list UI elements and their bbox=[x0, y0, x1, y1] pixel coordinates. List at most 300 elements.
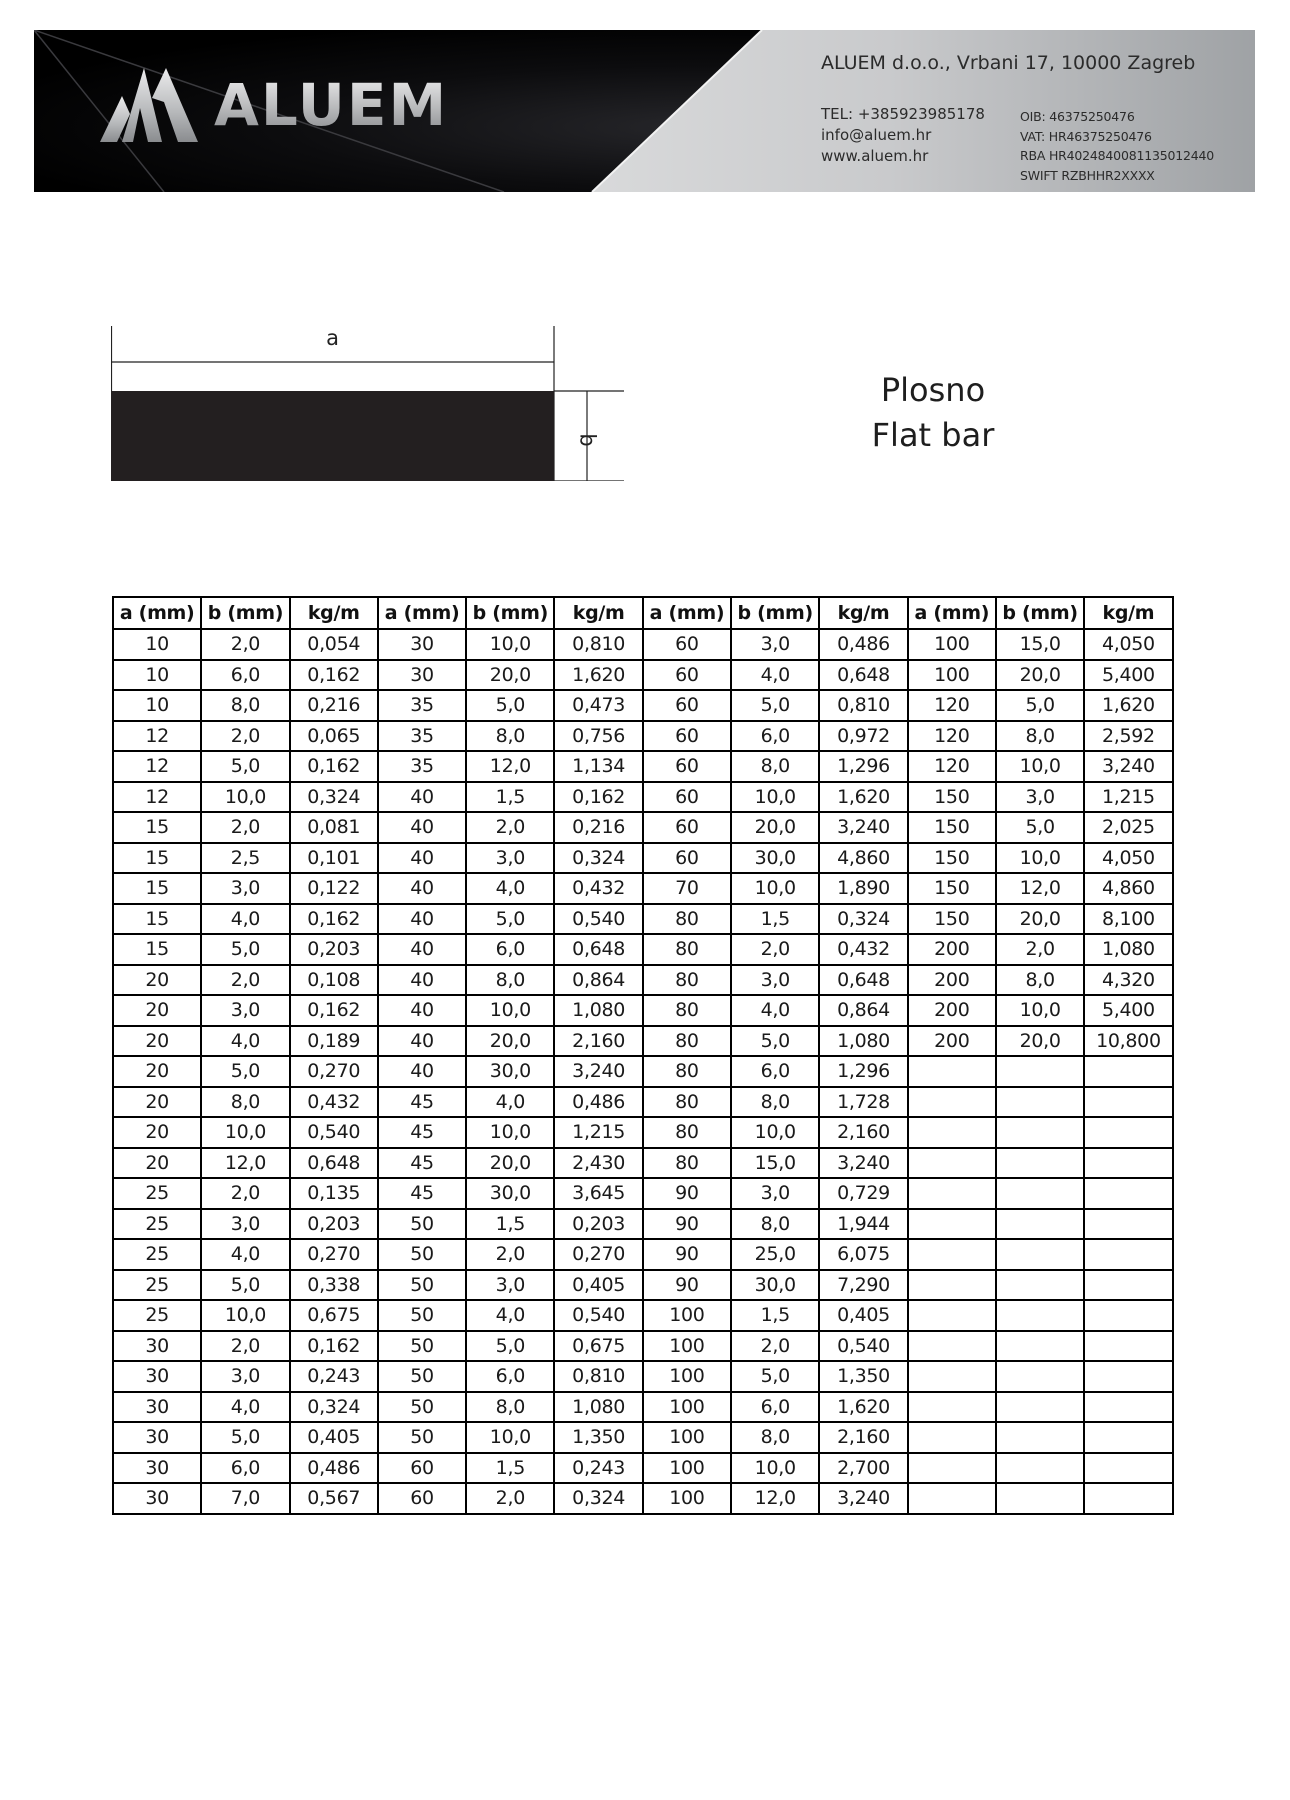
cell-col-b-mm: 30,0 bbox=[731, 843, 819, 874]
cell-col-b-mm: 5,0 bbox=[996, 812, 1084, 843]
cell-col-kg-per-m: 6,075 bbox=[819, 1239, 907, 1270]
table-row bbox=[113, 1178, 1173, 1209]
table-row bbox=[113, 721, 1173, 752]
cell-col-kg-per-m: 0,567 bbox=[290, 1483, 378, 1514]
cell-col-a-mm: 25 bbox=[113, 1178, 201, 1209]
swift-code: SWIFT RZBHHR2XXXX bbox=[1020, 167, 1155, 183]
table-row bbox=[113, 1361, 1173, 1392]
cell-col-a-mm: 80 bbox=[643, 1087, 731, 1118]
cell-col-b-mm: 5,0 bbox=[731, 1361, 819, 1392]
cell-col-kg-per-m: 2,700 bbox=[819, 1453, 907, 1484]
cell-col-kg-per-m: 1,080 bbox=[554, 1392, 642, 1423]
table-row bbox=[113, 1239, 1173, 1270]
cell-col-a-mm: 200 bbox=[908, 965, 996, 996]
product-title bbox=[800, 368, 1066, 458]
table-row bbox=[113, 965, 1173, 996]
cell-col-b-mm: 4,0 bbox=[201, 1392, 289, 1423]
cell-col-b-mm: 3,0 bbox=[996, 782, 1084, 813]
cell-col-b-mm: 2,0 bbox=[731, 1331, 819, 1362]
cell-col-b-mm: 20,0 bbox=[466, 1026, 554, 1057]
cell-col-b-mm: 1,5 bbox=[731, 904, 819, 935]
header-col-kg-per-m: kg/m bbox=[290, 597, 378, 629]
cell-col-b-mm: 30,0 bbox=[466, 1056, 554, 1087]
cell-col-kg-per-m bbox=[1084, 1331, 1172, 1362]
cell-col-kg-per-m: 2,160 bbox=[819, 1422, 907, 1453]
cell-col-b-mm bbox=[996, 1453, 1084, 1484]
cell-col-b-mm: 2,0 bbox=[201, 629, 289, 660]
cell-col-kg-per-m: 3,645 bbox=[554, 1178, 642, 1209]
cell-col-b-mm: 20,0 bbox=[466, 660, 554, 691]
cell-col-b-mm: 5,0 bbox=[201, 1270, 289, 1301]
cell-col-a-mm: 80 bbox=[643, 1148, 731, 1179]
cell-col-a-mm: 45 bbox=[378, 1178, 466, 1209]
cell-col-b-mm bbox=[996, 1117, 1084, 1148]
cell-col-kg-per-m: 5,400 bbox=[1084, 660, 1172, 691]
cell-col-b-mm bbox=[996, 1209, 1084, 1240]
cell-col-b-mm: 5,0 bbox=[466, 690, 554, 721]
cell-col-b-mm: 2,0 bbox=[201, 1178, 289, 1209]
cell-col-kg-per-m: 0,065 bbox=[290, 721, 378, 752]
cell-col-kg-per-m: 0,648 bbox=[554, 934, 642, 965]
cell-col-a-mm: 50 bbox=[378, 1300, 466, 1331]
cell-col-kg-per-m: 0,338 bbox=[290, 1270, 378, 1301]
header-col-b-mm: b (mm) bbox=[466, 597, 554, 629]
cell-col-b-mm: 20,0 bbox=[996, 904, 1084, 935]
cell-col-b-mm: 8,0 bbox=[731, 751, 819, 782]
cell-col-kg-per-m: 0,675 bbox=[290, 1300, 378, 1331]
table-row bbox=[113, 1453, 1173, 1484]
cell-col-kg-per-m: 0,486 bbox=[554, 1087, 642, 1118]
cell-col-a-mm: 40 bbox=[378, 965, 466, 996]
cell-col-b-mm bbox=[996, 1056, 1084, 1087]
cell-col-kg-per-m bbox=[1084, 1117, 1172, 1148]
cell-col-a-mm: 50 bbox=[378, 1270, 466, 1301]
cell-col-b-mm bbox=[996, 1239, 1084, 1270]
cell-col-a-mm: 60 bbox=[378, 1453, 466, 1484]
title-croatian: Plosno bbox=[880, 371, 986, 409]
cell-col-a-mm: 40 bbox=[378, 1056, 466, 1087]
phone-number: TEL: +385923985178 bbox=[821, 105, 985, 123]
cell-col-a-mm: 40 bbox=[378, 995, 466, 1026]
cell-col-kg-per-m bbox=[1084, 1422, 1172, 1453]
cell-col-kg-per-m: 0,216 bbox=[554, 812, 642, 843]
cell-col-a-mm: 35 bbox=[378, 690, 466, 721]
header-col-a-mm: a (mm) bbox=[908, 597, 996, 629]
cell-col-b-mm: 2,0 bbox=[201, 965, 289, 996]
cell-col-b-mm: 20,0 bbox=[466, 1148, 554, 1179]
cell-col-b-mm: 2,0 bbox=[201, 721, 289, 752]
cell-col-kg-per-m: 0,135 bbox=[290, 1178, 378, 1209]
cell-col-kg-per-m: 0,810 bbox=[819, 690, 907, 721]
cell-col-kg-per-m: 0,324 bbox=[554, 843, 642, 874]
cell-col-kg-per-m: 0,243 bbox=[554, 1453, 642, 1484]
header-col-b-mm: b (mm) bbox=[201, 597, 289, 629]
cell-col-a-mm: 35 bbox=[378, 721, 466, 752]
cell-col-a-mm: 25 bbox=[113, 1239, 201, 1270]
cell-col-kg-per-m: 5,400 bbox=[1084, 995, 1172, 1026]
cell-col-a-mm: 100 bbox=[643, 1361, 731, 1392]
cell-col-b-mm bbox=[996, 1422, 1084, 1453]
table-row bbox=[113, 843, 1173, 874]
cell-col-b-mm bbox=[996, 1331, 1084, 1362]
cell-col-a-mm: 45 bbox=[378, 1148, 466, 1179]
cell-col-a-mm: 40 bbox=[378, 1026, 466, 1057]
cell-col-kg-per-m: 0,189 bbox=[290, 1026, 378, 1057]
cell-col-kg-per-m: 0,216 bbox=[290, 690, 378, 721]
cell-col-b-mm: 3,0 bbox=[731, 965, 819, 996]
cell-col-a-mm: 50 bbox=[378, 1392, 466, 1423]
cell-col-b-mm: 7,0 bbox=[201, 1483, 289, 1514]
cell-col-a-mm: 50 bbox=[378, 1209, 466, 1240]
cell-col-b-mm: 30,0 bbox=[731, 1270, 819, 1301]
cell-col-a-mm: 50 bbox=[378, 1331, 466, 1362]
cell-col-kg-per-m: 1,296 bbox=[819, 1056, 907, 1087]
cell-col-b-mm: 10,0 bbox=[731, 1453, 819, 1484]
cell-col-a-mm: 25 bbox=[113, 1300, 201, 1331]
cell-col-b-mm: 3,0 bbox=[466, 843, 554, 874]
cell-col-b-mm: 10,0 bbox=[996, 751, 1084, 782]
header-col-b-mm: b (mm) bbox=[996, 597, 1084, 629]
vat-number: VAT: HR46375250476 bbox=[1020, 128, 1152, 144]
cell-col-b-mm: 8,0 bbox=[996, 721, 1084, 752]
cell-col-a-mm: 20 bbox=[113, 1087, 201, 1118]
cell-col-kg-per-m: 0,324 bbox=[290, 1392, 378, 1423]
cell-col-kg-per-m bbox=[1084, 1178, 1172, 1209]
cell-col-b-mm: 8,0 bbox=[731, 1209, 819, 1240]
cell-col-a-mm: 60 bbox=[643, 721, 731, 752]
cell-col-b-mm bbox=[996, 1392, 1084, 1423]
cell-col-kg-per-m bbox=[1084, 1148, 1172, 1179]
cell-col-kg-per-m: 2,160 bbox=[554, 1026, 642, 1057]
cell-col-kg-per-m: 0,108 bbox=[290, 965, 378, 996]
cell-col-b-mm: 6,0 bbox=[201, 1453, 289, 1484]
cell-col-kg-per-m: 0,203 bbox=[290, 934, 378, 965]
cell-col-kg-per-m: 0,648 bbox=[290, 1148, 378, 1179]
cell-col-b-mm: 4,0 bbox=[731, 660, 819, 691]
cell-col-b-mm: 5,0 bbox=[466, 904, 554, 935]
cell-col-kg-per-m bbox=[1084, 1453, 1172, 1484]
cell-col-b-mm: 6,0 bbox=[466, 934, 554, 965]
cell-col-kg-per-m: 1,080 bbox=[1084, 934, 1172, 965]
cell-col-a-mm: 10 bbox=[113, 660, 201, 691]
cell-col-b-mm: 1,5 bbox=[731, 1300, 819, 1331]
table-header-row bbox=[113, 597, 1173, 629]
cell-col-a-mm: 90 bbox=[643, 1270, 731, 1301]
cell-col-kg-per-m: 1,620 bbox=[1084, 690, 1172, 721]
cell-col-kg-per-m: 0,270 bbox=[290, 1239, 378, 1270]
cell-col-kg-per-m: 0,473 bbox=[554, 690, 642, 721]
cell-col-b-mm bbox=[996, 1270, 1084, 1301]
cell-col-b-mm: 8,0 bbox=[996, 965, 1084, 996]
cell-col-b-mm: 12,0 bbox=[466, 751, 554, 782]
cell-col-kg-per-m: 0,540 bbox=[290, 1117, 378, 1148]
cell-col-b-mm: 2,0 bbox=[201, 812, 289, 843]
cell-col-a-mm: 90 bbox=[643, 1178, 731, 1209]
cell-col-kg-per-m: 1,728 bbox=[819, 1087, 907, 1118]
cell-col-kg-per-m: 0,810 bbox=[554, 1361, 642, 1392]
cell-col-kg-per-m: 0,162 bbox=[290, 1331, 378, 1362]
cell-col-a-mm: 40 bbox=[378, 782, 466, 813]
cell-col-a-mm: 15 bbox=[113, 934, 201, 965]
cell-col-a-mm: 150 bbox=[908, 782, 996, 813]
table-row bbox=[113, 1270, 1173, 1301]
cell-col-kg-per-m: 0,648 bbox=[819, 965, 907, 996]
header-col-kg-per-m: kg/m bbox=[554, 597, 642, 629]
cell-col-b-mm: 20,0 bbox=[731, 812, 819, 843]
header-col-a-mm: a (mm) bbox=[113, 597, 201, 629]
table-row bbox=[113, 1117, 1173, 1148]
cell-col-b-mm: 4,0 bbox=[201, 1239, 289, 1270]
cell-col-b-mm: 5,0 bbox=[731, 1026, 819, 1057]
cell-col-kg-per-m: 0,432 bbox=[290, 1087, 378, 1118]
cell-col-b-mm: 8,0 bbox=[466, 721, 554, 752]
cell-col-b-mm: 10,0 bbox=[466, 1422, 554, 1453]
cell-col-b-mm: 3,0 bbox=[466, 1270, 554, 1301]
cell-col-kg-per-m: 0,203 bbox=[554, 1209, 642, 1240]
cell-col-b-mm: 5,0 bbox=[996, 690, 1084, 721]
cell-col-a-mm: 100 bbox=[908, 660, 996, 691]
cell-col-kg-per-m bbox=[1084, 1483, 1172, 1514]
cell-col-kg-per-m: 1,296 bbox=[819, 751, 907, 782]
cell-col-b-mm: 12,0 bbox=[731, 1483, 819, 1514]
cell-col-b-mm: 6,0 bbox=[731, 1392, 819, 1423]
cell-col-b-mm: 6,0 bbox=[731, 1056, 819, 1087]
cell-col-b-mm: 2,0 bbox=[731, 934, 819, 965]
cell-col-kg-per-m: 0,405 bbox=[554, 1270, 642, 1301]
cell-col-a-mm: 15 bbox=[113, 873, 201, 904]
cell-col-a-mm: 100 bbox=[908, 629, 996, 660]
cell-col-a-mm: 30 bbox=[113, 1392, 201, 1423]
cell-col-a-mm: 35 bbox=[378, 751, 466, 782]
table-row bbox=[113, 1056, 1173, 1087]
cell-col-a-mm: 30 bbox=[113, 1422, 201, 1453]
cell-col-kg-per-m: 0,729 bbox=[819, 1178, 907, 1209]
cell-col-b-mm: 10,0 bbox=[466, 995, 554, 1026]
cell-col-a-mm: 150 bbox=[908, 873, 996, 904]
cell-col-a-mm bbox=[908, 1331, 996, 1362]
cell-col-a-mm: 200 bbox=[908, 995, 996, 1026]
dimension-b-label: b bbox=[575, 433, 600, 447]
cell-col-a-mm: 15 bbox=[113, 812, 201, 843]
cell-col-b-mm: 6,0 bbox=[201, 660, 289, 691]
cell-col-kg-per-m: 1,134 bbox=[554, 751, 642, 782]
cell-col-a-mm: 80 bbox=[643, 904, 731, 935]
cell-col-b-mm: 3,0 bbox=[201, 995, 289, 1026]
table-row bbox=[113, 629, 1173, 660]
cell-col-kg-per-m: 0,540 bbox=[554, 904, 642, 935]
cell-col-kg-per-m: 0,324 bbox=[554, 1483, 642, 1514]
cell-col-a-mm bbox=[908, 1270, 996, 1301]
cell-col-a-mm bbox=[908, 1148, 996, 1179]
cell-col-a-mm: 150 bbox=[908, 843, 996, 874]
cell-col-a-mm: 80 bbox=[643, 1026, 731, 1057]
cell-col-kg-per-m: 7,290 bbox=[819, 1270, 907, 1301]
cell-col-b-mm bbox=[996, 1483, 1084, 1514]
cell-col-a-mm: 10 bbox=[113, 629, 201, 660]
cell-col-kg-per-m: 2,430 bbox=[554, 1148, 642, 1179]
cell-col-b-mm: 15,0 bbox=[996, 629, 1084, 660]
cell-col-kg-per-m: 0,432 bbox=[819, 934, 907, 965]
cell-col-kg-per-m: 0,162 bbox=[290, 995, 378, 1026]
cell-col-kg-per-m: 0,756 bbox=[554, 721, 642, 752]
cell-col-b-mm: 4,0 bbox=[731, 995, 819, 1026]
company-address: ALUEM d.o.o., Vrbani 17, 10000 Zagreb bbox=[821, 52, 1196, 74]
cell-col-a-mm: 30 bbox=[113, 1483, 201, 1514]
cell-col-b-mm: 8,0 bbox=[201, 1087, 289, 1118]
logo-mountain-icon bbox=[100, 68, 200, 142]
cell-col-b-mm: 4,0 bbox=[201, 1026, 289, 1057]
cell-col-kg-per-m: 3,240 bbox=[554, 1056, 642, 1087]
cell-col-kg-per-m: 1,890 bbox=[819, 873, 907, 904]
cell-col-kg-per-m: 1,944 bbox=[819, 1209, 907, 1240]
cell-col-kg-per-m bbox=[1084, 1300, 1172, 1331]
table-row bbox=[113, 1087, 1173, 1118]
cell-col-kg-per-m: 1,080 bbox=[554, 995, 642, 1026]
cell-col-a-mm: 70 bbox=[643, 873, 731, 904]
table-row bbox=[113, 1422, 1173, 1453]
cell-col-a-mm: 80 bbox=[643, 1117, 731, 1148]
cell-col-kg-per-m: 2,025 bbox=[1084, 812, 1172, 843]
cell-col-b-mm: 5,0 bbox=[201, 1422, 289, 1453]
cell-col-kg-per-m bbox=[1084, 1209, 1172, 1240]
cell-col-a-mm: 40 bbox=[378, 934, 466, 965]
cell-col-a-mm: 12 bbox=[113, 721, 201, 752]
cell-col-kg-per-m: 3,240 bbox=[819, 812, 907, 843]
cell-col-kg-per-m bbox=[1084, 1270, 1172, 1301]
cell-col-kg-per-m: 0,203 bbox=[290, 1209, 378, 1240]
cell-col-b-mm: 2,0 bbox=[466, 1239, 554, 1270]
cell-col-b-mm: 3,0 bbox=[731, 1178, 819, 1209]
cell-col-kg-per-m: 0,324 bbox=[819, 904, 907, 935]
cell-col-b-mm: 4,0 bbox=[466, 1087, 554, 1118]
cell-col-kg-per-m: 0,054 bbox=[290, 629, 378, 660]
cell-col-a-mm: 20 bbox=[113, 1148, 201, 1179]
cell-col-kg-per-m: 1,620 bbox=[819, 1392, 907, 1423]
cell-col-b-mm bbox=[996, 1148, 1084, 1179]
cell-col-kg-per-m bbox=[1084, 1056, 1172, 1087]
cell-col-b-mm: 5,0 bbox=[201, 934, 289, 965]
flat-bar-cross-section bbox=[111, 326, 624, 481]
cell-col-a-mm bbox=[908, 1209, 996, 1240]
cell-col-kg-per-m: 1,215 bbox=[1084, 782, 1172, 813]
cell-col-a-mm: 40 bbox=[378, 904, 466, 935]
cell-col-b-mm: 12,0 bbox=[996, 873, 1084, 904]
table-row bbox=[113, 690, 1173, 721]
cell-col-b-mm: 8,0 bbox=[731, 1087, 819, 1118]
cell-col-b-mm: 4,0 bbox=[466, 1300, 554, 1331]
cell-col-a-mm: 60 bbox=[643, 660, 731, 691]
cell-col-kg-per-m: 4,050 bbox=[1084, 629, 1172, 660]
cell-col-a-mm bbox=[908, 1300, 996, 1331]
cell-col-kg-per-m: 0,432 bbox=[554, 873, 642, 904]
cell-col-a-mm: 40 bbox=[378, 843, 466, 874]
cell-col-a-mm: 15 bbox=[113, 843, 201, 874]
cell-col-a-mm: 40 bbox=[378, 812, 466, 843]
cell-col-b-mm: 10,0 bbox=[201, 782, 289, 813]
cell-col-kg-per-m: 0,972 bbox=[819, 721, 907, 752]
cell-col-kg-per-m: 0,324 bbox=[290, 782, 378, 813]
cell-col-b-mm: 3,0 bbox=[201, 1209, 289, 1240]
cell-col-a-mm: 50 bbox=[378, 1361, 466, 1392]
cell-col-kg-per-m: 4,050 bbox=[1084, 843, 1172, 874]
cell-col-a-mm: 120 bbox=[908, 751, 996, 782]
cell-col-a-mm: 120 bbox=[908, 690, 996, 721]
cell-col-b-mm: 1,5 bbox=[466, 782, 554, 813]
cell-col-a-mm: 12 bbox=[113, 782, 201, 813]
cell-col-a-mm bbox=[908, 1178, 996, 1209]
cell-col-kg-per-m: 1,215 bbox=[554, 1117, 642, 1148]
dimension-a-label: a bbox=[326, 326, 339, 350]
cell-col-b-mm: 3,0 bbox=[731, 629, 819, 660]
cell-col-b-mm: 2,0 bbox=[996, 934, 1084, 965]
cell-col-b-mm: 20,0 bbox=[996, 660, 1084, 691]
header-col-kg-per-m: kg/m bbox=[819, 597, 907, 629]
table-row bbox=[113, 660, 1173, 691]
brand-logo bbox=[100, 68, 448, 142]
cell-col-kg-per-m: 10,800 bbox=[1084, 1026, 1172, 1057]
cell-col-b-mm: 20,0 bbox=[996, 1026, 1084, 1057]
cell-col-a-mm: 15 bbox=[113, 904, 201, 935]
cell-col-a-mm: 120 bbox=[908, 721, 996, 752]
cell-col-a-mm: 20 bbox=[113, 1026, 201, 1057]
table-row bbox=[113, 995, 1173, 1026]
cell-col-b-mm: 10,0 bbox=[466, 629, 554, 660]
cell-col-kg-per-m bbox=[1084, 1361, 1172, 1392]
header-col-a-mm: a (mm) bbox=[378, 597, 466, 629]
cell-col-b-mm: 30,0 bbox=[466, 1178, 554, 1209]
website-url: www.aluem.hr bbox=[821, 147, 929, 165]
cell-col-a-mm: 200 bbox=[908, 934, 996, 965]
cell-col-a-mm: 150 bbox=[908, 904, 996, 935]
cell-col-kg-per-m: 2,592 bbox=[1084, 721, 1172, 752]
cell-col-kg-per-m: 0,270 bbox=[554, 1239, 642, 1270]
cell-col-a-mm bbox=[908, 1117, 996, 1148]
table-row bbox=[113, 1148, 1173, 1179]
cell-col-a-mm: 80 bbox=[643, 965, 731, 996]
cell-col-a-mm: 90 bbox=[643, 1209, 731, 1240]
table-row bbox=[113, 904, 1173, 935]
cell-col-a-mm: 100 bbox=[643, 1392, 731, 1423]
cell-col-a-mm: 60 bbox=[643, 812, 731, 843]
header-col-kg-per-m: kg/m bbox=[1084, 597, 1172, 629]
cell-col-b-mm: 12,0 bbox=[201, 1148, 289, 1179]
cell-col-b-mm: 5,0 bbox=[731, 690, 819, 721]
cell-col-kg-per-m: 4,860 bbox=[1084, 873, 1172, 904]
cell-col-b-mm: 8,0 bbox=[466, 1392, 554, 1423]
cell-col-a-mm bbox=[908, 1392, 996, 1423]
cell-col-a-mm: 45 bbox=[378, 1117, 466, 1148]
table-row bbox=[113, 1392, 1173, 1423]
cell-col-kg-per-m: 0,810 bbox=[554, 629, 642, 660]
cell-col-a-mm bbox=[908, 1422, 996, 1453]
cell-col-b-mm: 10,0 bbox=[201, 1117, 289, 1148]
table-row bbox=[113, 812, 1173, 843]
cell-col-kg-per-m: 0,162 bbox=[290, 751, 378, 782]
cell-col-a-mm: 60 bbox=[643, 690, 731, 721]
cell-col-kg-per-m bbox=[1084, 1392, 1172, 1423]
cell-col-kg-per-m: 0,486 bbox=[819, 629, 907, 660]
brand-name: ALUEM bbox=[214, 71, 449, 139]
cell-col-b-mm: 6,0 bbox=[731, 721, 819, 752]
cell-col-kg-per-m: 0,243 bbox=[290, 1361, 378, 1392]
cell-col-a-mm: 60 bbox=[643, 843, 731, 874]
cell-col-a-mm: 25 bbox=[113, 1209, 201, 1240]
cell-col-b-mm bbox=[996, 1361, 1084, 1392]
cell-col-a-mm bbox=[908, 1239, 996, 1270]
cell-col-b-mm: 10,0 bbox=[996, 843, 1084, 874]
cell-col-b-mm: 6,0 bbox=[466, 1361, 554, 1392]
table-row bbox=[113, 1300, 1173, 1331]
